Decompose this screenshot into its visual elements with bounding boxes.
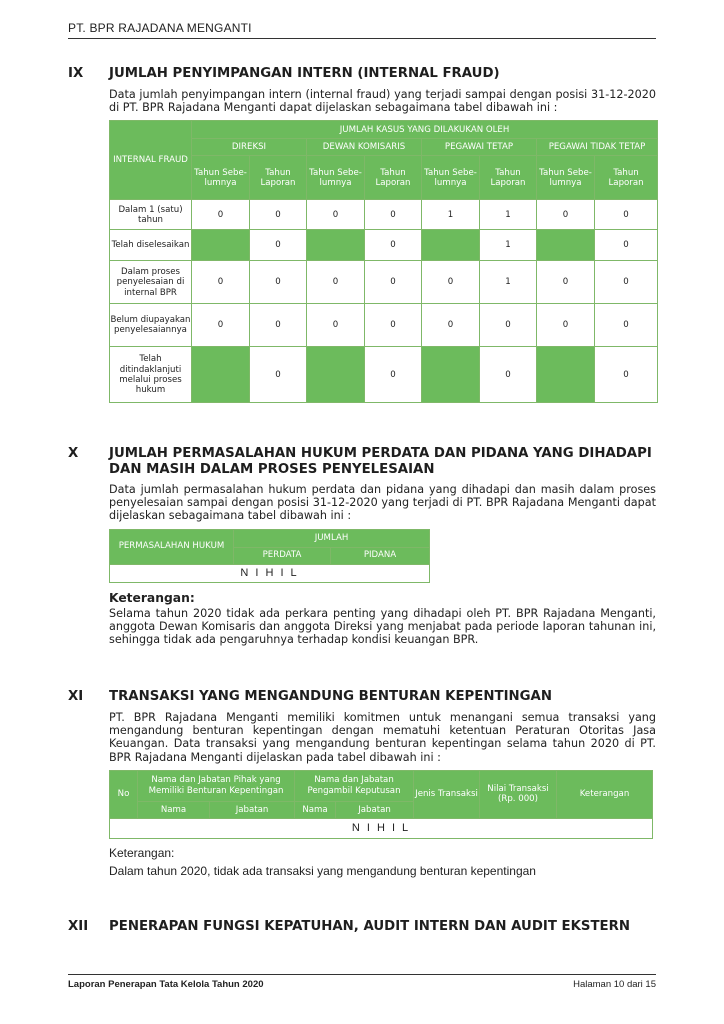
table-row [110, 818, 653, 838]
table-cell: 0 [422, 304, 480, 347]
table-cell: 0 [307, 261, 365, 304]
internal-fraud-table [109, 120, 658, 403]
col-internal-fraud: INTERNAL FRAUD [110, 121, 192, 200]
table-row [110, 347, 658, 403]
footer-page-number: Halaman 10 dari 15 [573, 979, 656, 990]
row-label: Telah diselesaikan [110, 230, 192, 261]
col-pengambil-keputusan: Nama dan Jabatan Pengambil Keputusan [295, 770, 414, 801]
col-tahun-sebelumnya: Tahun Sebe- lumnya [307, 156, 365, 200]
col-pidana: PIDANA [331, 547, 430, 564]
section-compliance-audit [68, 919, 656, 935]
table-cell: 0 [537, 261, 595, 304]
table-cell: 0 [250, 347, 307, 403]
col-tahun-laporan: Tahun Laporan [480, 156, 537, 200]
col-no: No [110, 770, 138, 818]
table-cell: 0 [595, 304, 658, 347]
section-internal-fraud [68, 66, 656, 403]
section-legal-issues [68, 446, 656, 646]
col-tahun-sebelumnya: Tahun Sebe- lumnya [192, 156, 250, 200]
col-pegawai-tidak-tetap: PEGAWAI TIDAK TETAP [537, 139, 658, 156]
table-cell: 0 [365, 261, 422, 304]
table-cell: 0 [250, 230, 307, 261]
table-cell: 0 [365, 230, 422, 261]
col-perdata: PERDATA [234, 547, 331, 564]
table-row [110, 200, 658, 230]
table-cell: 0 [365, 347, 422, 403]
shaded-cell [537, 230, 595, 261]
col-pegawai-tetap: PEGAWAI TETAP [422, 139, 537, 156]
shaded-cell [422, 230, 480, 261]
table-row [110, 304, 658, 347]
section-title [68, 446, 656, 478]
section-title [68, 919, 656, 935]
col-nama: Nama [295, 801, 336, 818]
table-cell: 0 [595, 200, 658, 230]
note-title: Keterangan: [109, 590, 195, 605]
section-paragraph: PT. BPR Rajadana Menganti memiliki komitmen untuk menangani semua transaksi yang mengandung benturan kepentingan dengan mematuhi ketentuan Peraturan Otoritas Jasa Keuangan. Data transaksi yang mengandung benturan kepentingan selama tahun 2020 di PT. BPR Rajadana Menganti dijelaskan pada tabel dibawah ini : [109, 711, 656, 764]
note-title: Keterangan: [109, 845, 175, 860]
section-heading: TRANSAKSI YANG MENGANDUNG BENTURAN KEPENTINGAN [109, 689, 552, 704]
table-cell: 0 [537, 200, 595, 230]
table-cell: 1 [480, 261, 537, 304]
table-cell: 0 [595, 230, 658, 261]
shaded-cell [307, 347, 365, 403]
col-dewan-komisaris: DEWAN KOMISARIS [307, 139, 422, 156]
empty-row: N I H I L [110, 564, 430, 582]
section-conflict-of-interest [68, 689, 656, 878]
table-cell: 0 [480, 347, 537, 403]
table-row [110, 564, 430, 582]
col-jabatan: Jabatan [210, 801, 295, 818]
row-label: Telah ditindaklanjuti melalui proses hukum [110, 347, 192, 403]
col-tahun-laporan: Tahun Laporan [595, 156, 658, 200]
row-label: Dalam 1 (satu) tahun [110, 200, 192, 230]
shaded-cell [422, 347, 480, 403]
table-cell: 0 [192, 261, 250, 304]
table-cell: 1 [480, 200, 537, 230]
table-cell: 0 [250, 200, 307, 230]
table-cell: 0 [365, 200, 422, 230]
table-row [110, 261, 658, 304]
table-cell: 1 [422, 200, 480, 230]
table-cell: 0 [422, 261, 480, 304]
footer-report-title: Laporan Penerapan Tata Kelola Tahun 2020 [68, 979, 264, 990]
col-tahun-sebelumnya: Tahun Sebe- lumnya [422, 156, 480, 200]
col-jabatan: Jabatan [336, 801, 414, 818]
table-cell: 0 [365, 304, 422, 347]
page-footer [68, 974, 656, 990]
section-paragraph: Data jumlah permasalahan hukum perdata dan pidana yang dihadapi dan masih dalam proses penyelesaian sampai dengan posisi 31-12-2020 yang terjadi di PT. BPR Rajadana Menganti dapat dijelaskan sebagaimana tabel dibawah ini : [109, 483, 656, 523]
section-title [68, 689, 656, 705]
table-cell: 0 [250, 261, 307, 304]
section-heading: JUMLAH PERMASALAHAN HUKUM PERDATA DAN PIDANA YANG DIHADAPI DAN MASIH DALAM PROSES PENYELESAIAN [109, 446, 652, 477]
table-cell: 0 [480, 304, 537, 347]
col-tahun-sebelumnya: Tahun Sebe- lumnya [537, 156, 595, 200]
section-number: XII [68, 919, 89, 934]
section-number: X [68, 446, 79, 461]
table-cell: 0 [192, 304, 250, 347]
shaded-cell [307, 230, 365, 261]
table-cell: 0 [192, 200, 250, 230]
note-text: Selama tahun 2020 tidak ada perkara penting yang dihadapi oleh PT. BPR Rajadana Menganti, anggota Dewan Komisaris dan anggota Direksi yang menjabat pada periode laporan tahunan ini, sehingga tidak ada pengaruhnya terhadap kondisi keuangan BPR. [109, 606, 656, 647]
row-label: Dalam proses penyelesaian di internal BPR [110, 261, 192, 304]
col-pihak-benturan: Nama dan Jabatan Pihak yang Memiliki Benturan Kepentingan [138, 770, 295, 801]
shaded-cell [192, 347, 250, 403]
table-cell: 0 [595, 261, 658, 304]
col-jumlah: JUMLAH [234, 529, 430, 547]
section-paragraph: Data jumlah penyimpangan intern (internal fraud) yang terjadi sampai dengan posisi 31-12-2020 di PT. BPR Rajadana Menganti dapat dijelaskan sebagaimana tabel dibawah ini : [109, 88, 656, 115]
section-title [68, 66, 656, 82]
page-header [68, 17, 656, 39]
section-number: IX [68, 66, 84, 81]
table-cell: 1 [480, 230, 537, 261]
col-group-header: JUMLAH KASUS YANG DILAKUKAN OLEH [192, 121, 658, 139]
row-label: Belum diupayakan penyelesaiannya [110, 304, 192, 347]
col-tahun-laporan: Tahun Laporan [365, 156, 422, 200]
shaded-cell [537, 347, 595, 403]
col-nama: Nama [138, 801, 210, 818]
col-jenis-transaksi: Jenis Transaksi [414, 770, 480, 818]
table-cell: 0 [595, 347, 658, 403]
note-text: Dalam tahun 2020, tidak ada transaksi yang mengandung benturan kepentingan [109, 863, 536, 878]
col-tahun-laporan: Tahun Laporan [250, 156, 307, 200]
section-heading: PENERAPAN FUNGSI KEPATUHAN, AUDIT INTERN DAN AUDIT EKSTERN [109, 919, 631, 934]
conflict-transactions-table [109, 770, 653, 839]
empty-row: N I H I L [110, 818, 653, 838]
table-cell: 0 [537, 304, 595, 347]
section-number: XI [68, 689, 84, 704]
company-name: PT. BPR RAJADANA MENGANTI [68, 21, 252, 35]
col-keterangan: Keterangan [557, 770, 653, 818]
table-cell: 0 [307, 200, 365, 230]
legal-issues-table [109, 529, 430, 583]
col-permasalahan-hukum: PERMASALAHAN HUKUM [110, 529, 234, 564]
table-cell: 0 [250, 304, 307, 347]
shaded-cell [192, 230, 250, 261]
table-row [110, 230, 658, 261]
table-cell: 0 [307, 304, 365, 347]
section-heading: JUMLAH PENYIMPANGAN INTERN (INTERNAL FRAUD) [109, 66, 500, 81]
col-nilai-transaksi: Nilai Transaksi (Rp. 000) [480, 770, 557, 818]
col-direksi: DIREKSI [192, 139, 307, 156]
